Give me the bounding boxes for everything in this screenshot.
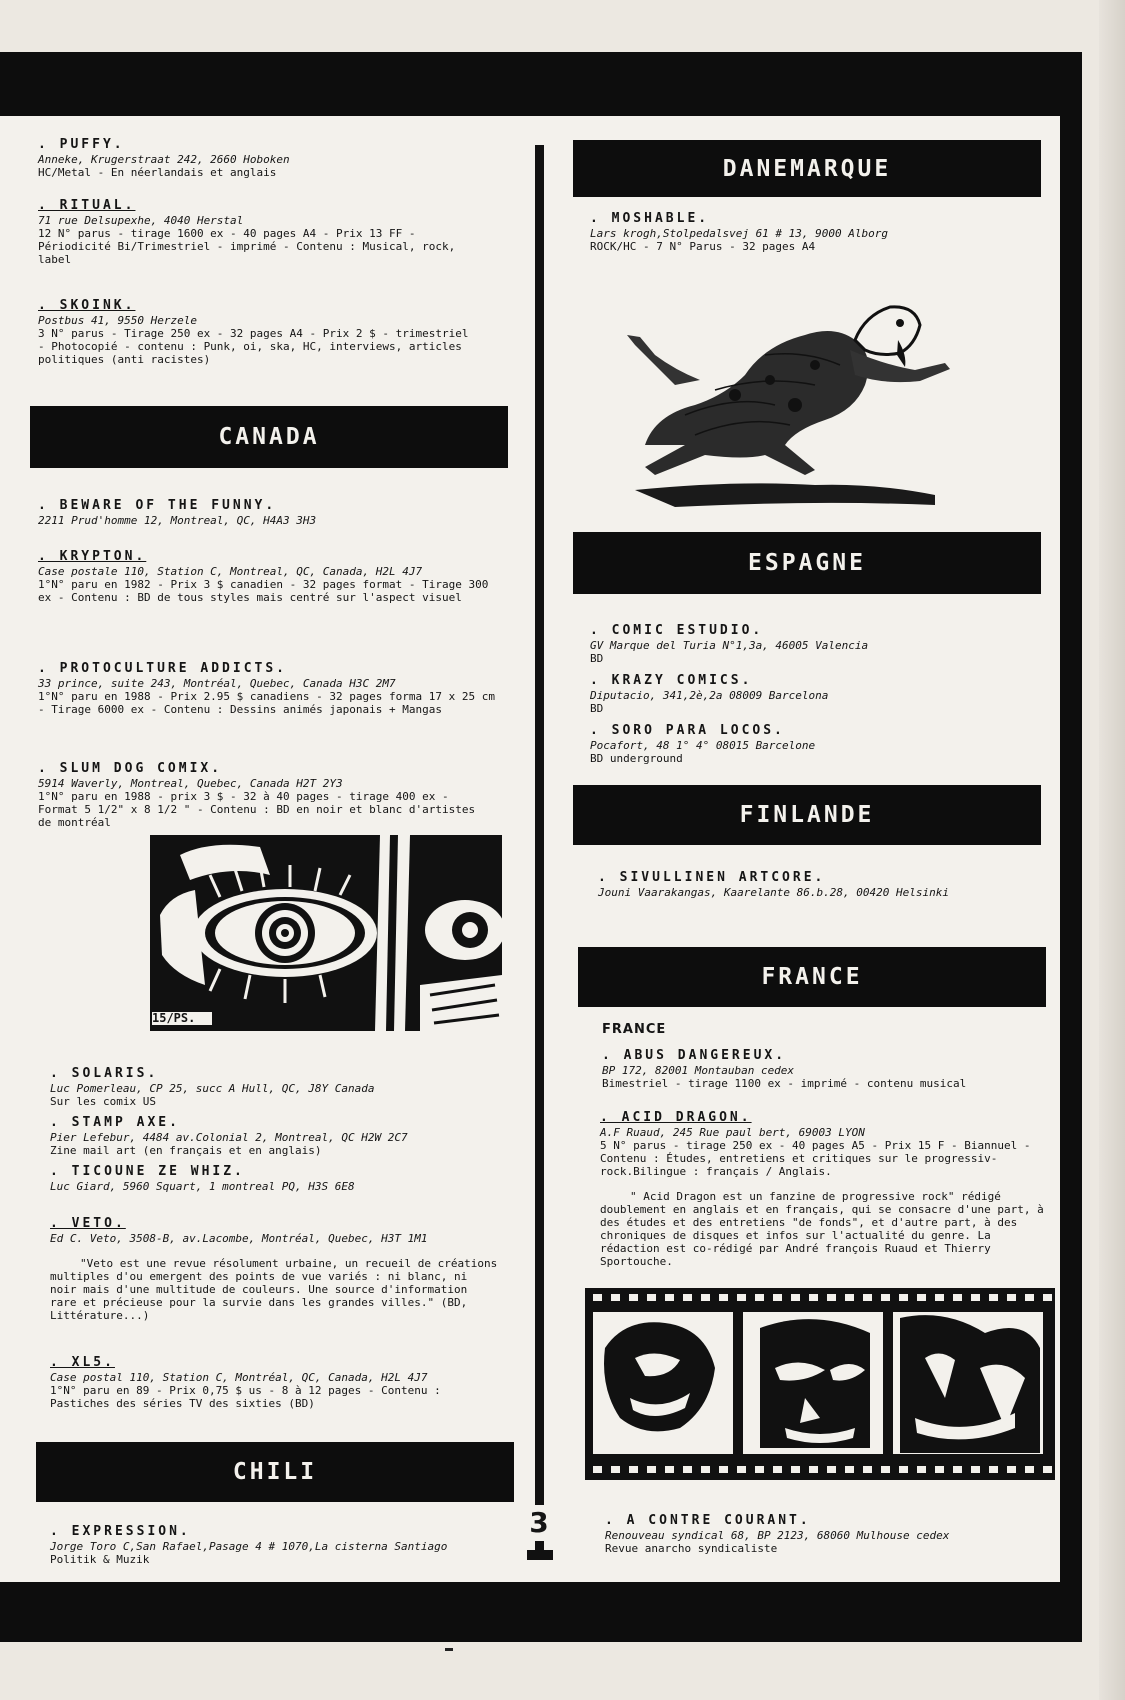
entry-desc: BD [590, 652, 604, 665]
entry-address: GV Marque del Turia N°1,3a, 46005 Valencia [590, 639, 869, 652]
section-heading-chili: CHILI [36, 1442, 514, 1502]
entry-address: 71 rue Delsupexhe, 4040 Herstal [38, 214, 244, 227]
entry-protoculture-addicts [38, 661, 498, 716]
entry-desc: Revue anarcho syndicaliste [605, 1542, 778, 1555]
entry-abus-dangereux [602, 1048, 1042, 1090]
entry-address: Jorge Toro C,San Rafael,Pasage 4 # 1070,La cisterna Santiago [50, 1540, 448, 1553]
entry-desc: Bimestriel - tirage 1100 ex - imprimé - contenu musical [602, 1077, 967, 1090]
entry-desc: 12 N° parus - tirage 1600 ex - 40 pages A4 - Prix 13 FF - Périodicité Bi/Trimestriel - imprimé - Contenu : Musical, rock, label [38, 227, 456, 266]
entry-title: . STAMP AXE. [50, 1115, 180, 1130]
section-heading-france: FRANCE [578, 947, 1046, 1007]
section-heading-finlande: FINLANDE [573, 785, 1041, 845]
entry-sivullinen-artcore [598, 870, 1038, 899]
entry-krazy-comics [590, 673, 1020, 715]
france-label: FRANCE [602, 1022, 667, 1037]
entry-veto [50, 1216, 500, 1322]
bottom-border-band [0, 1582, 1082, 1642]
entry-desc: BD [590, 702, 604, 715]
entry-address: 5914 Waverly, Montreal, Quebec, Canada H2T 2Y3 [38, 777, 343, 790]
entry-quote: "Veto est une revue résolument urbaine, un recueil de créations multiples d'ou emergent des points de vue variés : ni blanc, ni noir mais d'une multitude de couleurs. Une source d'information rare et précieuse pour la survie dans les grandes villes." (BD, Littérature...) [50, 1257, 498, 1322]
entry-title: . SIVULLINEN ARTCORE. [598, 870, 826, 885]
entry-title: . COMIC ESTUDIO. [590, 623, 764, 638]
entry-address: Renouveau syndical 68, BP 2123, 68060 Mulhouse cedex [605, 1529, 950, 1542]
entry-desc: HC/Metal - En néerlandais et anglais [38, 166, 277, 179]
entry-title: . ACID DRAGON. [600, 1110, 752, 1125]
page-number: 3 [522, 1505, 556, 1541]
entry-address: Case postale 110, Station C, Montreal, QC, Canada, H2L 4J7 [38, 565, 423, 578]
entry-title: . MOSHABLE. [590, 211, 710, 226]
film-strip-illustration [585, 1288, 1055, 1480]
entry-desc: 1°N° paru en 1988 - prix 3 $ - 32 à 40 pages - tirage 400 ex - Format 5 1/2" x 8 1/2 " - Contenu : BD en noir et blanc d'artistes de montréal [38, 790, 476, 829]
entry-desc: Zine mail art (en français et en anglais) [50, 1144, 322, 1157]
entry-address: Lars krogh,Stolpedalsvej 61 # 13, 9000 Alborg [590, 227, 889, 240]
entry-puffy [38, 137, 478, 179]
entry-title: . ABUS DANGEREUX. [602, 1048, 787, 1063]
top-border-band [0, 52, 1082, 116]
entry-desc: ROCK/HC - 7 N° Parus - 32 pages A4 [590, 240, 816, 253]
entry-ticoune-ze-whiz [50, 1164, 480, 1193]
entry-desc: 3 N° parus - Tirage 250 ex - 32 pages A4 - Prix 2 $ - trimestriel - Photocopié - contenu : Punk, oi, ska, HC, interviews, articles politiques (anti racistes) [38, 327, 469, 366]
section-heading-espagne: ESPAGNE [573, 532, 1041, 594]
entry-address: Jouni Vaarakangas, Kaarelante 86.b.28, 00420 Helsinki [598, 886, 949, 899]
column-divider [535, 145, 544, 1560]
entry-address: Postbus 41, 9550 Herzele [38, 314, 197, 327]
entry-ritual [38, 198, 478, 266]
column-divider-foot [527, 1550, 553, 1560]
entry-expression [50, 1524, 515, 1566]
entry-title: . SKOINK. [38, 298, 136, 313]
entry-address: 33 prince, suite 243, Montréal, Quebec, Canada H3C 2M7 [38, 677, 396, 690]
entry-quote: " Acid Dragon est un fanzine de progressive rock" rédigé doublement en anglais et en français, qui se consacre d'une part, à des études et des entretiens "de fonds", et d'autre part, à des chroniques de disques et infos sur l'actualité du genre. La rédaction est co-rédigé par André françois Ruaud et Thierry Sportouche. [600, 1190, 1044, 1268]
entry-title: . PUFFY. [38, 137, 125, 152]
entry-title: . KRAZY COMICS. [590, 673, 753, 688]
entry-solaris [50, 1066, 480, 1108]
entry-title: . PROTOCULTURE ADDICTS. [38, 661, 288, 676]
running-figure-illustration [615, 295, 985, 510]
entry-title: . SORO PARA LOCOS. [590, 723, 785, 738]
entry-a-contre-courant [605, 1513, 1045, 1555]
entry-skoink [38, 298, 478, 366]
entry-address: Luc Giard, 5960 Squart, 1 montreal PQ, H3S 6E8 [50, 1180, 355, 1193]
entry-title: . TICOUNE ZE WHIZ. [50, 1164, 245, 1179]
entry-desc: BD underground [590, 752, 683, 765]
footer-mark [445, 1648, 453, 1651]
entry-xl5 [50, 1355, 505, 1410]
entry-address: A.F Ruaud, 245 Rue paul bert, 69003 LYON [600, 1126, 865, 1139]
entry-title: . A CONTRE COURANT. [605, 1513, 811, 1528]
entry-title: . EXPRESSION. [50, 1524, 191, 1539]
entry-desc: 1°N° paru en 89 - Prix 0,75 $ us - 8 à 12 pages - Contenu : Pastiches des séries TV des sixties (BD) [50, 1384, 441, 1410]
entry-soro-para-locos [590, 723, 1020, 765]
entry-desc: 5 N° parus - tirage 250 ex - 40 pages A5 - Prix 15 F - Biannuel - Contenu : Études, entretiens et critiques sur le progressiv-rock.Bilingue : français / Anglais. [600, 1139, 1031, 1178]
entry-moshable [590, 211, 1020, 253]
entry-title: . SOLARIS. [50, 1066, 159, 1081]
entry-desc: 1°N° paru en 1982 - Prix 3 $ canadien - 32 pages format - Tirage 300 ex - Contenu : BD de tous styles mais centré sur l'aspect visuel [38, 578, 489, 604]
entry-address: Pocafort, 48 1° 4° 08015 Barcelone [590, 739, 816, 752]
entry-stamp-axe [50, 1115, 480, 1157]
entry-address: Case postal 110, Station C, Montréal, QC, Canada, H2L 4J7 [50, 1371, 428, 1384]
section-heading-canada: CANADA [30, 406, 508, 468]
entry-comic-estudio [590, 623, 1020, 665]
entry-title: . BEWARE OF THE FUNNY. [38, 498, 277, 513]
eye-woodcut-illustration [150, 835, 502, 1031]
section-heading-danemarque: DANEMARQUE [573, 140, 1041, 197]
entry-title: . SLUM DOG COMIX. [38, 761, 223, 776]
entry-beware-of-the-funny [38, 498, 488, 527]
entry-address: Luc Pomerleau, CP 25, succ A Hull, QC, J8Y Canada [50, 1082, 375, 1095]
entry-address: Diputacio, 341,2è,2a 08009 Barcelona [590, 689, 829, 702]
entry-desc: 1°N° paru en 1988 - Prix 2.95 $ canadiens - 32 pages forma 17 x 25 cm - Tirage 6000 ex - Contenu : Dessins animés japonais + Mangas [38, 690, 495, 716]
entry-slum-dog-comix [38, 761, 493, 829]
entry-krypton [38, 549, 493, 604]
entry-title: . KRYPTON. [38, 549, 147, 564]
entry-desc: Politik & Muzik [50, 1553, 150, 1566]
page-edge [1099, 0, 1125, 1700]
entry-title: . VETO. [50, 1216, 126, 1231]
entry-acid-dragon [600, 1110, 1050, 1268]
entry-address: 2211 Prud'homme 12, Montreal, QC, H4A3 3H3 [38, 514, 317, 527]
entry-address: Anneke, Krugerstraat 242, 2660 Hoboken [38, 153, 290, 166]
entry-address: BP 172, 82001 Montauban cedex [602, 1064, 795, 1077]
right-border-band [1060, 52, 1082, 1642]
entry-desc: Sur les comix US [50, 1095, 156, 1108]
entry-title: . RITUAL. [38, 198, 136, 213]
entry-address: Pier Lefebur, 4484 av.Colonial 2, Montreal, QC H2W 2C7 [50, 1131, 408, 1144]
entry-address: Ed C. Veto, 3508-B, av.Lacombe, Montréal, Quebec, H3T 1M1 [50, 1232, 428, 1245]
entry-title: . XL5. [50, 1355, 115, 1370]
artist-signature: 15/PS. [152, 1012, 212, 1025]
